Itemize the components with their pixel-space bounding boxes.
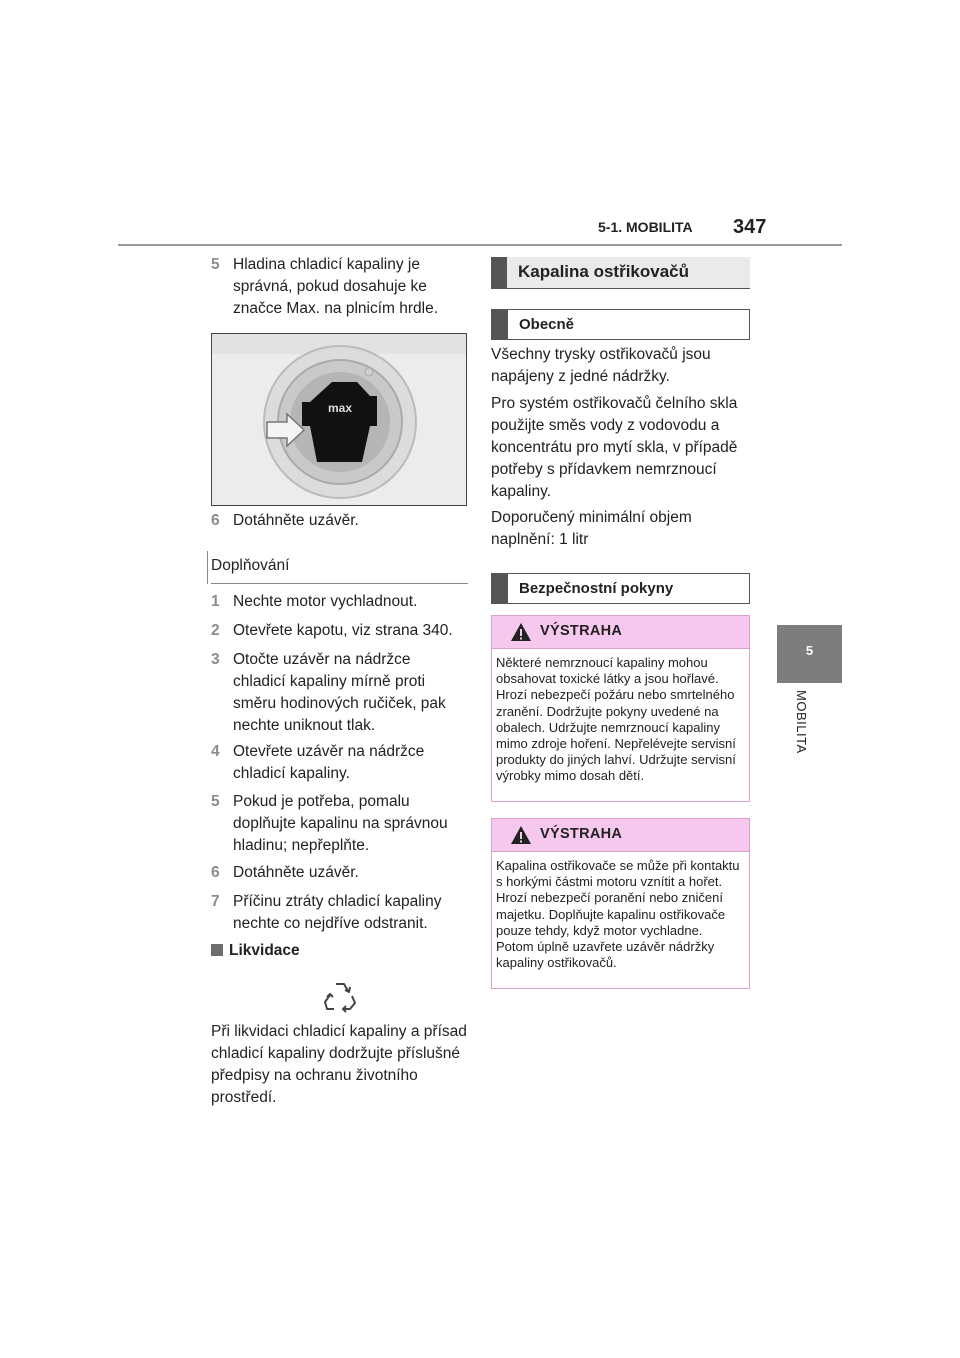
heading-marker [491,257,507,288]
subheading-marker [492,310,508,339]
general-paragraph-2: Pro systém ostřikovačů čelního skla použijte směs vody z vodovodu a koncentrátu pro mytí skla, v případě potřeby s přídavkem nemrznoucí kapaliny. [491,395,738,500]
recycle-icon [322,978,358,1014]
warning-triangle-icon [510,825,532,845]
general-paragraph-1: Všechny trysky ostřikovačů jsou napájeny z jedné nádržky. [491,346,711,385]
refill-subheading: Doplňování [211,557,290,574]
step-number: 7 [211,893,220,910]
step-number: 3 [211,651,220,668]
general-subheading [491,309,750,340]
step-number: 5 [211,793,220,810]
safety-subheading [491,573,750,604]
step-number: 4 [211,743,220,760]
warning-box [491,818,750,989]
coolant-cap-illustration [212,334,467,506]
refill-step [211,862,471,884]
warning-text: Některé nemrznoucí kapaliny mohou obsahovat toxické látky a jsou hořlavé. Hrozí nebezpečí požáru nebo smrtelného zranění. Dodržujte pokyny uvedené na obalech. Udržujte nemrznoucí kapaliny mimo zdroje hoření. Nepřelévejte servisní produkty do jiných lahví. Udržujte servisní výrobky mimo dosah dětí. [496,655,736,784]
general-paragraph-3: Doporučený minimální objem naplnění: 1 litr [491,509,692,548]
warning-title: VÝSTRAHA [540,826,623,842]
washer-fluid-heading [491,257,750,289]
step-text: Příčinu ztráty chladicí kapaliny nechte co nejdříve odstranit. [233,893,442,932]
coolant-cap-figure [211,333,467,506]
page-number: 347 [733,216,767,238]
step-text: Otevřete kapotu, viz strana 340. [233,622,453,639]
refill-step [211,741,471,785]
step-text: Dotáhněte uzávěr. [233,864,359,881]
refill-step [211,591,471,613]
refill-step [211,620,471,642]
warning-text: Kapalina ostřikovače se může při kontaktu s horkými částmi motoru vznítit a hořet. Hrozí nebezpečí poranění nebo zničení majetku. Doplňujte kapalinu ostřikovače pouze tehdy, když motor vychladne. Potom úplně uzavřete uzávěr nádržky kapaliny ostřikovačů. [496,858,740,971]
subheading-left-line [207,551,208,584]
warning-title: VÝSTRAHA [540,623,623,639]
general-subheading-label: Obecně [519,316,575,333]
subheading-marker [492,574,508,603]
refill-step [211,891,471,935]
refill-step [211,791,471,857]
warning-header [492,819,749,852]
step-number: 6 [211,512,220,529]
chapter-tab-label: MOBILITA [794,690,809,754]
subheading-underline [211,583,468,584]
washer-fluid-heading-label: Kapalina ostřikovačů [518,262,690,281]
step-text: Hladina chladicí kapaliny je správná, pokud dosahuje ke značce Max. na plnicím hrdle. [233,256,439,317]
chapter-tab-number: 5 [805,643,814,658]
step-number: 1 [211,593,220,610]
step-number: 6 [211,864,220,881]
refill-step [211,649,471,737]
section-header: 5-1. MOBILITA [598,219,693,235]
max-mark: max [327,401,353,415]
warning-triangle-icon [510,622,532,642]
after-figure-step [211,510,471,532]
disposal-bullet-square [211,944,223,956]
disposal-text: Při likvidaci chladicí kapaliny a přísad chladicí kapaliny dodržujte příslušné předpisy na ochranu životního prostředí. [211,1023,467,1106]
step-text: Otočte uzávěr na nádržce chladicí kapaliny mírně proti směru hodinových ručiček, pak nechte uniknout tlak. [233,651,446,734]
step-text: Dotáhněte uzávěr. [233,512,359,529]
step-text: Otevřete uzávěr na nádržce chladicí kapaliny. [233,743,425,782]
safety-subheading-label: Bezpečnostní pokyny [519,580,674,597]
intro-step [211,254,471,320]
header-divider [118,244,842,246]
step-text: Nechte motor vychladnout. [233,593,418,610]
warning-header [492,616,749,649]
step-number: 5 [211,256,220,273]
disposal-heading: Likvidace [229,942,300,959]
warning-box [491,615,750,802]
step-number: 2 [211,622,220,639]
step-text: Pokud je potřeba, pomalu doplňujte kapalinu na správnou hladinu; nepřeplňte. [233,793,448,854]
